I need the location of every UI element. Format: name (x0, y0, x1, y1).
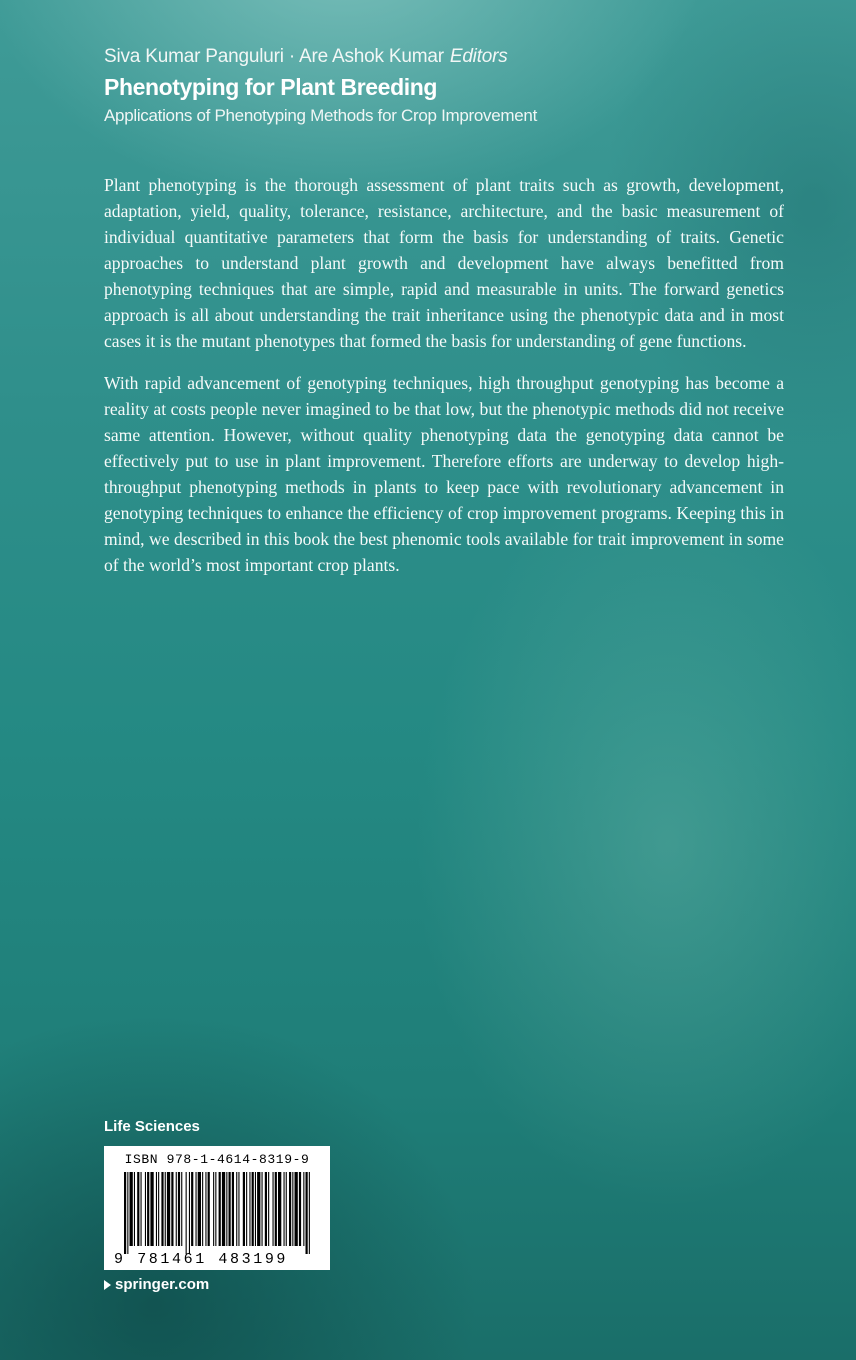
description-paragraph-2: With rapid advancement of genotyping techniques, high throughput genotyping has become a reality at costs people never imagined to be that low, but the phenotypic methods did not receive same attention. However, without quality phenotyping data the genotyping data cannot be effectively put to use in plant improvement. Therefore efforts are underway to develop high-throughput phenotyping methods in plants to keep pace with revolutionary advancement in genotyping techniques to enhance the efficiency of crop improvement programs. Keeping this in mind, we described in this book the best phenomic tools available for trait improvement in some of the world’s most important crop plants. (104, 373, 784, 575)
book-subtitle: Applications of Phenotyping Methods for Crop Improvement (104, 106, 537, 125)
book-title: Phenotyping for Plant Breeding (104, 74, 438, 100)
arrow-right-icon (104, 1280, 111, 1290)
description-text (104, 172, 784, 594)
publisher-link[interactable] (104, 1276, 209, 1293)
editors-line (104, 44, 804, 70)
isbn-barcode (104, 1146, 330, 1270)
description-paragraph-1: Plant phenotyping is the thorough assessment of plant traits such as growth, development, adaptation, yield, quality, tolerance, resistance, architecture, and the basic measurement of individual quantitative parameters that form the basis for understanding of traits. Genetic approaches to understand plant growth and development have always benefitted from phenotyping techniques that are simple, rapid and measurable in units. The forward genetics approach is all about understanding the trait inheritance using the phenotypic data and in most cases it is the mutant phenotypes that formed the basis for understanding of gene functions. (104, 175, 784, 351)
isbn-label: ISBN 978-1-4614-8319-9 (124, 1152, 310, 1167)
editors-names: Siva Kumar Panguluri · Are Ashok Kumar (104, 46, 444, 67)
publisher-site[interactable]: springer.com (115, 1276, 210, 1293)
subject-category: Life Sciences (104, 1118, 200, 1135)
barcode-icon (122, 1172, 312, 1254)
cover-header (104, 44, 804, 128)
ean-digits: 9 781461 483199 (114, 1251, 289, 1268)
editors-role: Editors (449, 46, 508, 67)
